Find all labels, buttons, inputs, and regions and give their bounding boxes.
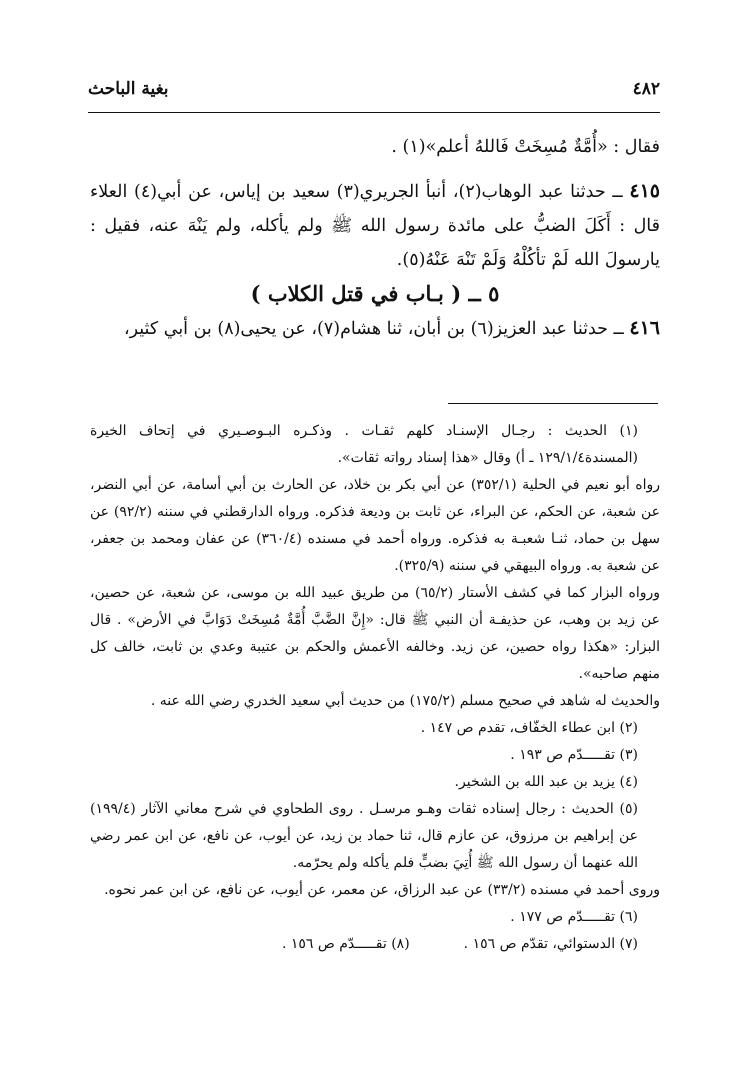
chapter-title: ٥ ــ ( بـاب في قتل الكلاب ) bbox=[250, 281, 500, 306]
hadith-number-416: ٤١٦ bbox=[629, 317, 660, 339]
intro-line: فقال : «أُمَّةٌ مُسِخَتْ فَاللهُ أعلم»(١) . bbox=[391, 137, 660, 157]
footnote-8: (٨) تقـــــدّم ص ١٥٦ . bbox=[281, 936, 410, 952]
footnotes-7-8-row bbox=[90, 931, 660, 958]
header-divider bbox=[88, 112, 660, 113]
hadith-416 bbox=[90, 311, 660, 346]
footnotes bbox=[90, 418, 660, 958]
hadith-416-text: ــ حدثنا عبد العزيز(٦) بن أبان، ثنا هشام(٧)، عن يحيى(٨) بن أبي كثير، bbox=[123, 319, 624, 339]
footnote-3: (٣) تقـــــدّم ص ١٩٣ . bbox=[510, 747, 638, 763]
hadith-number-415: ٤١٥ bbox=[629, 180, 661, 202]
footnote-1: (١) الحديث : رجـال الإسنـاد كلهم ثقـات . وذكـره البـوصـيري في إتحاف الخيرة (المسندة١٢٩/١/٤ ـ أ) وقال «هذا إسناد رواته ثقات». bbox=[90, 423, 638, 466]
footnote-5: (٥) الحديث : رجال إسناده ثقات وهـو مرسـل . روى الطحاوي في شرح معاني الآثار (١٩٩/٤) عن إبراهيم بن مرزوق، عن عازم قال، ثنا حماد بن زيد، عن أيوب، عن نافع، عن ابن عمر رضي الله عنهما أن رسول الله ﷺ أُتِيَ بضبٍّ فلم يأكله ولم يحرّمه. bbox=[90, 801, 638, 871]
footnote-1-para-d: والحديث له شاهد في صحيح مسلم (١٧٥/٢) من حديث أبي سعيد الخدري رضي الله عنه . bbox=[150, 693, 660, 709]
footnote-1-para-c: ورواه البزار كما في كشف الأستار (٦٥/٢) من طريق عبيد الله بن موسى، عن شعبة، عن حصين، عن زيد بن وهب، عن حذيفـة أن النبي ﷺ قال: «إِنَّ الضَّبَّ أُمَّةٌ مُسِخَتْ دَوَابَّ في الأرض» . قال البزار: «هكذا رواه حصين، عن زيد. وخالفه الأعمش والحكم بن عتيبة وعدي بن ثابت، خالف كل منهم صاحبه». bbox=[90, 585, 660, 682]
footnote-divider bbox=[448, 403, 658, 404]
main-text bbox=[90, 130, 660, 346]
page-number: ٤٨٢ bbox=[632, 79, 660, 99]
footnote-4: (٤) يزيد بن عبد الله بن الشخير. bbox=[454, 774, 638, 790]
footnote-5-para-b: وروى أحمد في مسنده (٣٣/٢) عن عبد الرزاق، عن معمر، عن أيوب، عن نافع، عن ابن عمر نحوه. bbox=[104, 882, 660, 898]
book-title: بغية الباحث bbox=[88, 79, 169, 99]
running-header bbox=[88, 74, 660, 104]
footnote-7: (٧) الدستوائي، تقدّم ص ١٥٦ . bbox=[463, 936, 638, 952]
hadith-415-text: ــ حدثنا عبد الوهاب(٢)، أنبأ الجريري(٣) سعيد بن إياس، عن أبي(٤) العلاء قال : أَكَلَ الضبُّ على مائدة رسول الله ﷺ ولم يأكله، ولم يَنْهَ عنه، فقيل : يارسولَ الله لَمْ تأكُلْهُ وَلَمْ تَنْهَ عَنْهُ(٥). bbox=[90, 182, 660, 270]
footnote-6: (٦) تقـــــدّم ص ١٧٧ . bbox=[510, 909, 638, 925]
footnote-1-para-b: رواه أبو نعيم في الحلية (٣٥٢/١) عن أبي بكر بن خلاد، عن الحارث بن أبي أسامة، عن أبي النضر، عن شعبة، عن الحكم، عن البراء، عن ثابت بن وديعة فذكره. ورواه الدارقطني في سننه (٩٢/٢) عن سهل بن حماد، ثنـا شعبـة به فذكره. ورواه أحمد في مسنده (٣٦٠/٤) عن عفان ومحمد بن جعفر، عن شعبة به. ورواه البيهقي في سننه (٣٢٥/٩). bbox=[90, 477, 661, 574]
hadith-415 bbox=[90, 174, 660, 277]
footnote-2: (٢) ابن عطاء الخفّاف، تقدم ص ١٤٧ . bbox=[420, 720, 638, 736]
